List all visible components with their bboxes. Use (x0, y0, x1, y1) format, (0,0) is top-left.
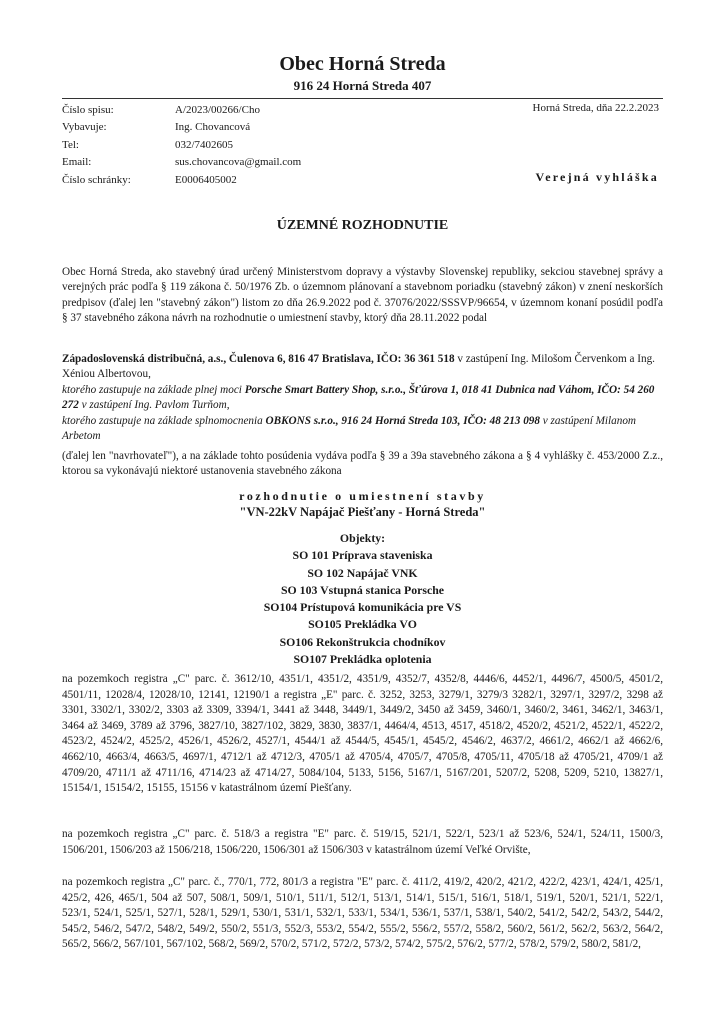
meta-row-mailbox (62, 172, 301, 189)
object-item: SO106 Rekonštrukcia chodníkov (279, 634, 446, 649)
object-item: SO104 Prístupová komunikácia pre VS (263, 600, 462, 615)
document-heading: ÚZEMNÉ ROZHODNUTIE (276, 218, 449, 233)
intro-paragraph: Obec Horná Streda, ako stavebný úrad určený Ministerstvom dopravy a výstavby Slovenskej republiky, sekciou stavebnej správy a verejných prác podľa § 119 zákona č. 50/1976 Zb. o územnom plánovaní a stavebnom poriadku (stavebný zákon) v znení neskorších predpisov (ďalej len "stavebný zákon") listom zo dňa 26.9.2022 pod č. 37076/2022/SSSVP/96654, v územnom konaní posúdil podľa § 37 stavebného zákona návrh na rozhodnutie o umiestnení stavby, ktorý dňa 28.11.2022 podal (62, 266, 663, 325)
construction-name: "VN-22kV Napájač Piešťany - Horná Streda" (239, 505, 486, 519)
representative-2-person: v zastúpení Milanom Arbetom (62, 414, 637, 443)
meta-row-handled-by (62, 119, 301, 136)
legal-basis-paragraph: (ďalej len "navrhovateľ"), a na základe tohto posúdenia vydáva podľa § 39 a 39a stavebného zákona a § 4 vyhlášky č. 453/2000 Z.z., ktorou sa vykonávajú niektoré ustanovenia stavebného zákona (62, 450, 663, 478)
issue-date: Horná Streda, dňa 22.2.2023 (532, 102, 659, 114)
object-item: SO 103 Vstupná stanica Porsche (281, 582, 444, 597)
object-item: SO107 Prekládka oplotenia (293, 652, 432, 667)
meta-row-file-number (62, 102, 301, 119)
meta-value: E0006405002 (175, 173, 237, 186)
meta-label: Vybavuje: (62, 121, 107, 134)
object-item: SO105 Prekládka VO (308, 617, 417, 632)
meta-row-phone (62, 137, 301, 154)
objects-list (0, 530, 725, 668)
parcels-piestany: na pozemkoch registra „C" parc. č. 3612/10, 4351/1, 4351/2, 4351/9, 4352/7, 4352/8, 4446/6, 4452/1, 4496/7, 4500/5, 4501/2, 4501/11, 12028/4, 12028/10, 12141, 12190/1 a registra „E" parc. č. 3252, 3253, 3279/1, 3279/3 3282/1, 3297/1, 3297/2, 3298 až 3301, 3302/1, 3302/2, 3303 až 3309, 3394/1, 3441 až 3448, 3449/1, 3449/2, 3450 až 3459, 3460/1, 3460/2, 3461, 3462/1, 3463/1, 3464 až 3469, 3789 až 3796, 3827/10, 3827/102, 3829, 3830, 3837/1, 4464/4, 4513, 4517, 4518/2, 4520/2, 4521/2, 4522/1, 4522/2, 4523/2, 4524/2, 4525/2, 4526/1, 4526/2, 4527/1, 4544/1 až 4544/5, 4545/1, 4545/2, 4546/2, 4637/2, 4661/2, 4662/1 až 4662/6, 4662/10, 4663/4, 4663/5, 4697/1, 4712/1 až 4712/3, 4705/1 až 4705/4, 4705/7, 4705/8, 4705/11, 4705/18 až 4705/21, 4709/1 až 4709/20, 4711/1 až 4711/16, 4714/23 až 4714/27, 5084/104, 5133, 5156, 5167/1, 5167/201, 5207/2, 5208, 5209, 5210, 13827/1, 15154/1, 15154/2, 15155, 15156 v katastrálnom území Piešťany. (62, 673, 663, 795)
meta-label: Číslo schránky: (62, 173, 131, 186)
representative-1-person: v zastúpení Ing. Pavlom Turňom, (78, 399, 230, 412)
meta-row-email (62, 154, 301, 171)
meta-label: Číslo spisu: (62, 104, 114, 116)
representative-2-intro: ktorého zastupuje na základe splnomocnenia (62, 414, 266, 427)
meta-label: Tel: (62, 138, 79, 151)
meta-value: A/2023/00266/Cho (175, 104, 260, 116)
file-metadata (62, 102, 301, 189)
object-item: SO 102 Napájač VNK (307, 565, 418, 580)
representative-1-intro: ktorého zastupuje na základe plnej moci (62, 383, 245, 396)
objects-title: Objekty: (339, 531, 386, 545)
meta-value: 032/7402605 (175, 138, 234, 151)
applicant-name: Západoslovenská distribučná, a.s., Čulenova 6, 816 47 Bratislava, IČO: 36 361 518 (62, 353, 455, 365)
municipality-address: 916 24 Horná Streda 407 (293, 78, 432, 93)
meta-value: Ing. Chovancová (175, 121, 251, 134)
applicant-paragraph (62, 352, 663, 444)
parcels-velke-orviste: na pozemkoch registra „C" parc. č. 518/3 a registra "E" parc. č. 519/15, 521/1, 522/1, 523/1 až 523/6, 524/1, 524/11, 1500/3, 1506/201, 1506/203 až 1506/218, 1506/220, 1506/301 až 1506/303 v katastrálnom území Veľké Orvište, (62, 828, 663, 856)
public-notice-label: Verejná vyhláška (535, 170, 659, 184)
representative-2-name: OBKONS s.r.o., 916 24 Horná Streda 103, IČO: 48 213 098 (265, 414, 540, 427)
parcels-further: na pozemkoch registra „C" parc. č., 770/1, 772, 801/3 a registra "E" parc. č. 411/2, 419/2, 420/2, 421/2, 422/2, 423/1, 424/1, 425/1, 425/2, 426, 465/1, 504 až 507, 508/1, 509/1, 510/1, 511/1, 512/1, 513/1, 514/1, 515/1, 516/1, 518/1, 519/1, 520/1, 521/1, 522/1, 523/1, 524/1, 525/1, 527/1, 528/1, 529/1, 530/1, 531/1, 532/1, 533/1, 534/1, 536/1, 537/1, 538/1, 540/2, 541/2, 542/2, 543/2, 544/2, 545/2, 546/2, 547/2, 548/2, 549/2, 550/2, 551/3, 552/3, 553/2, 554/2, 555/2, 556/2, 557/2, 558/2, 560/2, 561/2, 562/2, 563/2, 564/2, 565/2, 566/2, 567/101, 567/102, 568/2, 569/2, 570/2, 571/2, 572/2, 573/2, 574/2, 575/2, 576/2, 577/2, 578/2, 579/2, 580/2, 581/2, (62, 876, 663, 951)
decision-type: rozhodnutie o umiestnení stavby (239, 489, 486, 503)
representative-1-name: Porsche Smart Battery Shop, s.r.o., Šťúrova 1, 018 41 Dubnica nad Váhom, IČO: 54 260 272 (62, 383, 655, 412)
header-divider (62, 98, 663, 99)
meta-label: Email: (62, 156, 92, 169)
municipality-title: Obec Horná Streda (279, 53, 446, 75)
applicant-representatives: v zastúpení Ing. Milošom Červenkom a Ing. Xéniou Albertovou, (62, 353, 655, 381)
object-item: SO 101 Príprava staveniska (292, 548, 433, 563)
meta-value: sus.chovancova@gmail.com (175, 156, 302, 169)
